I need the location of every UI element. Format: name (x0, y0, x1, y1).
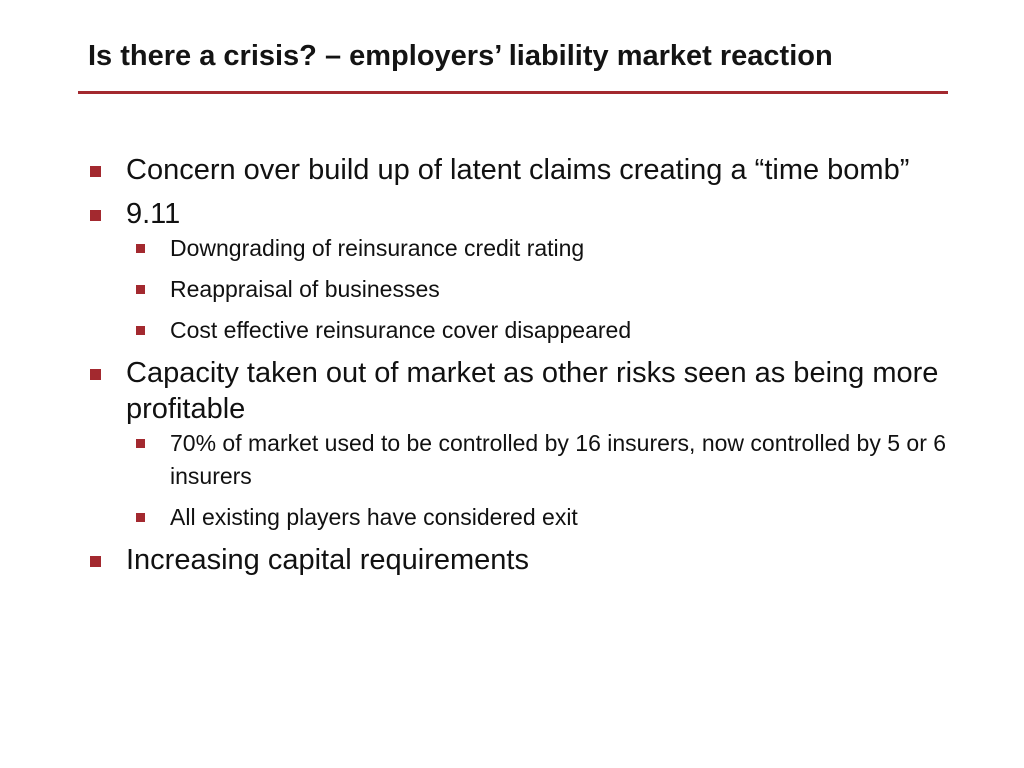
bullet-item (90, 542, 950, 578)
sub-bullet-group (90, 232, 950, 347)
bullet-item (90, 152, 950, 188)
bullet-list (90, 152, 950, 586)
bullet-text: 9.11 (126, 198, 181, 230)
sub-bullet-item (136, 232, 950, 265)
sub-bullet-item (136, 314, 950, 347)
sub-bullet-list (90, 232, 950, 347)
square-bullet-icon (136, 513, 145, 522)
sub-bullet-group (90, 427, 950, 534)
bullet-text: Capacity taken out of market as other risks seen as being more profitable (126, 357, 939, 425)
square-bullet-icon (136, 439, 145, 448)
sub-bullet-item (136, 501, 950, 534)
slide-title: Is there a crisis? – employers’ liability market reaction (88, 40, 833, 72)
bullet-item (90, 196, 950, 232)
square-bullet-icon (136, 326, 145, 335)
sub-bullet-item (136, 427, 950, 493)
square-bullet-icon (90, 166, 101, 177)
title-underline (78, 91, 948, 94)
sub-bullet-text: 70% of market used to be controlled by 16 insurers, now controlled by 5 or 6 insurers (170, 430, 947, 489)
square-bullet-icon (90, 556, 101, 567)
square-bullet-icon (136, 244, 145, 253)
square-bullet-icon (90, 369, 101, 380)
bullet-item (90, 355, 950, 427)
sub-bullet-item (136, 273, 950, 306)
sub-bullet-list (90, 427, 950, 534)
sub-bullet-text: Cost effective reinsurance cover disappeared (170, 317, 632, 343)
square-bullet-icon (90, 210, 101, 221)
sub-bullet-text: All existing players have considered exit (170, 504, 578, 530)
bullet-text: Concern over build up of latent claims creating a “time bomb” (126, 154, 910, 186)
sub-bullet-text: Reappraisal of businesses (170, 276, 440, 302)
bullet-text: Increasing capital requirements (126, 544, 529, 576)
square-bullet-icon (136, 285, 145, 294)
sub-bullet-text: Downgrading of reinsurance credit rating (170, 235, 585, 261)
